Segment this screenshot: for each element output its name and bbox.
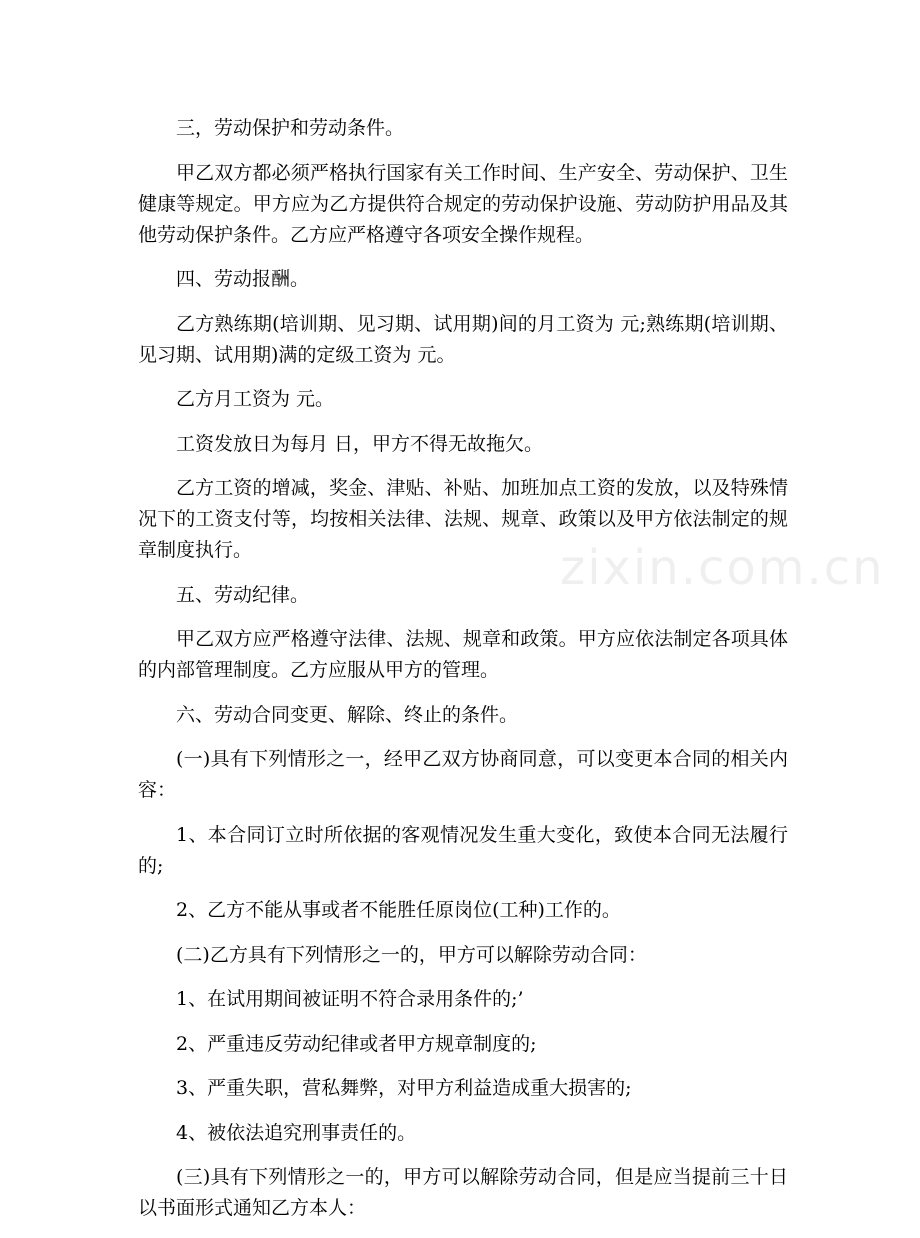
clause-termination-with-notice: (三)具有下列情形之一的，甲方可以解除劳动合同，但是应当提前三十日以书面形式通知乙方本人： xyxy=(138,1166,788,1219)
list-item: 3、严重失职，营私舞弊，对甲方利益造成重大损害的; xyxy=(176,1077,632,1099)
paragraph-labor-protection: 甲乙双方都必须严格执行国家有关工作时间、生产安全、劳动保护、卫生健康等规定。甲方应为乙方提供符合规定的劳动保护设施、劳动防护用品及其他劳动保护条件。乙方应严格遵守各项安全操作规程。 xyxy=(138,161,788,246)
section-heading-contract-change: 六、劳动合同变更、解除、终止的条件。 xyxy=(176,703,519,726)
clause-change-conditions: (一)具有下列情形之一，经甲乙双方协商同意，可以变更本合同的相关内容： xyxy=(138,748,788,801)
paragraph-discipline: 甲乙双方应严格遵守法律、法规、规章和政策。甲方应依法制定各项具体的内部管理制度。乙方应服从甲方的管理。 xyxy=(138,628,788,681)
watermark: zixin.com.cn xyxy=(560,540,885,596)
list-item: 4、被依法追究刑事责任的。 xyxy=(176,1121,417,1144)
paragraph-payday: 工资发放日为每月 日，甲方不得无故拖欠。 xyxy=(176,432,544,455)
document-body xyxy=(138,113,788,1238)
paragraph-monthly-salary: 乙方月工资为 元。 xyxy=(176,388,335,410)
list-item: 1、本合同订立时所依据的客观情况发生重大变化，致使本合同无法履行的; xyxy=(138,823,788,877)
clause-termination-by-employer: (二)乙方具有下列情形之一的，甲方可以解除劳动合同： xyxy=(176,943,647,966)
list-item: 2、严重违反劳动纪律或者甲方规章制度的; xyxy=(176,1032,537,1055)
paragraph-probation-salary: 乙方熟练期(培训期、见习期、试用期)间的月工资为 元;熟练期(培训期、见习期、试用期)满的定级工资为 元。 xyxy=(138,312,788,366)
paragraph-salary-adjustment: 乙方工资的增减，奖金、津贴、补贴、加班加点工资的发放，以及特殊情况下的工资支付等，均按相关法律、法规、规章、政策以及甲方依法制定的规章制度执行。 xyxy=(138,477,788,561)
section-heading-labor-protection: 三，劳动保护和劳动条件。 xyxy=(176,117,405,139)
list-item: 1、在试用期间被证明不符合录用条件的;’ xyxy=(176,988,524,1010)
section-heading-remuneration: 四、劳动报酬。 xyxy=(176,268,310,290)
list-item: 2、乙方不能从事或者不能胜任原岗位(工种)工作的。 xyxy=(176,899,621,921)
section-heading-discipline: 五、劳动纪律。 xyxy=(176,583,310,606)
